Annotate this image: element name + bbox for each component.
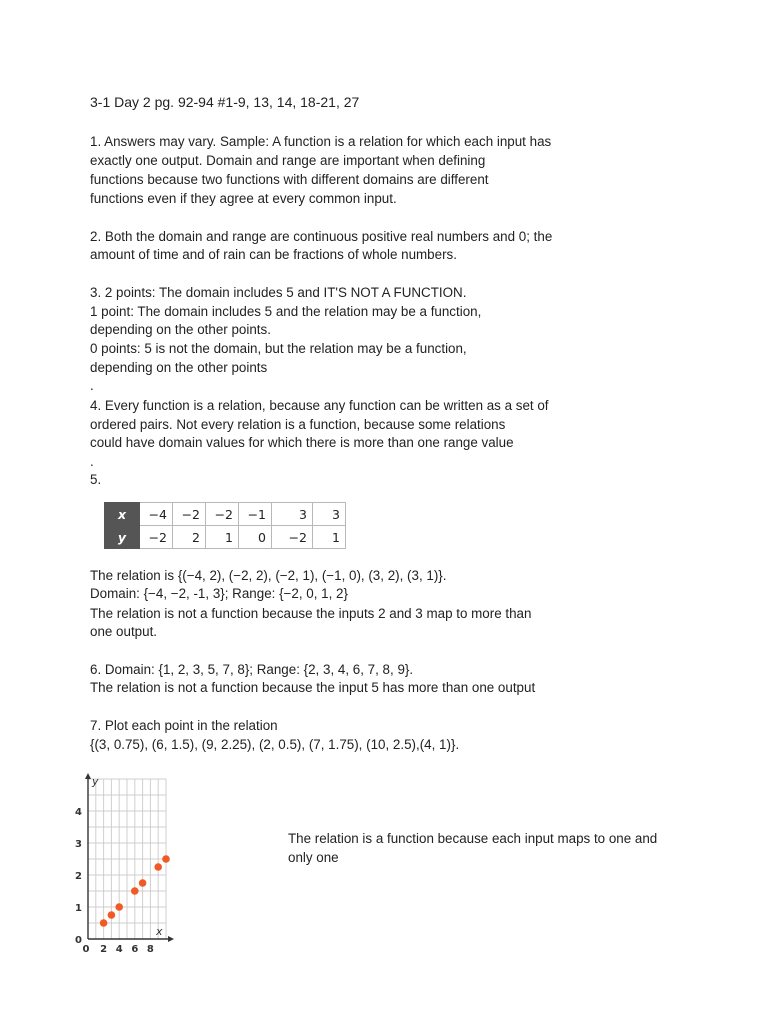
answer-line: 0 points: 5 is not the domain, but the relation may be a function,	[90, 341, 467, 356]
x-tick-label: 0	[82, 944, 90, 955]
x-tick-label: 4	[115, 944, 123, 955]
data-point	[162, 855, 170, 863]
plot-grid	[88, 779, 166, 939]
answer-line: The relation is not a function because the inputs 2 and 3 map to more than	[90, 606, 532, 621]
answer-line: ordered pairs. Not every relation is a function, because some relations	[90, 417, 506, 432]
answer-5-label: 5.	[90, 472, 102, 487]
answer-line: one output.	[90, 624, 158, 639]
answer-line: The relation is a function because each input maps to one and	[288, 831, 658, 846]
answer-line: could have domain values for which there is more than one range value	[90, 435, 514, 450]
answer-line: .	[90, 378, 94, 393]
answer-line: functions because two functions with different domains are different	[90, 172, 489, 187]
scatter-plot	[70, 772, 260, 962]
answer-line: 1 point: The domain includes 5 and the relation may be a function,	[90, 304, 482, 319]
y-tick-label: 4	[75, 807, 82, 818]
answer-line: 1. Answers may vary. Sample: A function is a relation for which each input has	[90, 134, 552, 149]
table-header-x: x	[105, 503, 140, 526]
table-cell: 1	[206, 526, 239, 549]
answer-line: 4. Every function is a relation, because any function can be written as a set of	[90, 398, 549, 413]
table-cell: −2	[140, 526, 173, 549]
table-cell: −2	[206, 503, 239, 526]
data-point	[139, 879, 147, 887]
answer-line: The relation is {(−4, 2), (−2, 2), (−2, 1), (−1, 0), (3, 2), (3, 1)}.	[90, 568, 447, 583]
table-cell: −1	[239, 503, 272, 526]
table-cell: 2	[173, 526, 206, 549]
data-point	[115, 903, 123, 911]
answer-line: functions even if they agree at every common input.	[90, 191, 397, 206]
answer-line: depending on the other points	[90, 360, 268, 375]
y-tick-label: 0	[75, 935, 82, 946]
answer-line: 3. 2 points: The domain includes 5 and IT'S NOT A FUNCTION.	[90, 285, 467, 300]
table-cell: 3	[272, 503, 313, 526]
y-axis-label: y	[92, 775, 99, 788]
answer-line: amount of time and of rain can be fractions of whole numbers.	[90, 247, 457, 262]
answer-line: 7. Plot each point in the relation	[90, 718, 278, 733]
answer-line: {(3, 0.75), (6, 1.5), (9, 2.25), (2, 0.5), (7, 1.75), (10, 2.5),(4, 1)}.	[90, 737, 460, 752]
table-row	[105, 526, 346, 549]
table-cell: −4	[140, 503, 173, 526]
table-cell: −2	[173, 503, 206, 526]
x-axis-arrow	[168, 936, 174, 942]
answer-line: The relation is not a function because the input 5 has more than one output	[90, 680, 536, 695]
page-title: 3-1 Day 2 pg. 92-94 #1-9, 13, 14, 18-21, 27	[90, 94, 360, 110]
x-tick-label: 2	[100, 944, 108, 955]
y-tick-label: 2	[75, 871, 82, 882]
table-header-y: y	[105, 526, 140, 549]
relation-table	[104, 502, 346, 549]
table-cell: 3	[313, 503, 346, 526]
answer-line: 6. Domain: {1, 2, 3, 5, 7, 8}; Range: {2, 3, 4, 6, 7, 8, 9}.	[90, 662, 414, 677]
x-tick-label: 6	[131, 944, 139, 955]
data-point	[108, 911, 116, 919]
answer-line: exactly one output. Domain and range are important when defining	[90, 153, 486, 168]
table-row	[105, 503, 346, 526]
answer-line: depending on the other points.	[90, 322, 271, 337]
answer-line: .	[90, 454, 94, 469]
data-point	[154, 863, 162, 871]
table-cell: −2	[272, 526, 313, 549]
table-cell: 0	[239, 526, 272, 549]
table-cell: 1	[313, 526, 346, 549]
y-tick-label: 3	[75, 839, 82, 850]
y-axis-arrow	[85, 773, 91, 779]
x-axis-label: x	[156, 925, 163, 938]
x-tick-label: 8	[146, 944, 154, 955]
answer-line: 2. Both the domain and range are continuous positive real numbers and 0; the	[90, 229, 553, 244]
data-point	[131, 887, 139, 895]
answer-line: only one	[288, 850, 339, 865]
y-tick-label: 1	[75, 903, 82, 914]
data-point	[100, 919, 108, 927]
answer-line: Domain: {−4, −2, -1, 3}; Range: {−2, 0, 1, 2}	[90, 586, 348, 601]
plot-axes	[85, 773, 174, 942]
